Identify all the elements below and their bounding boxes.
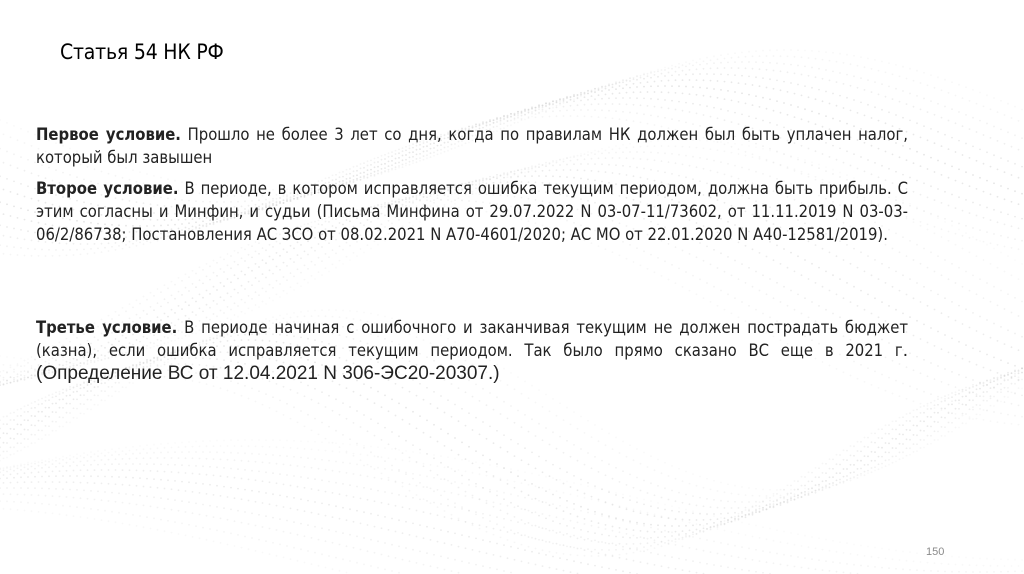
condition-1-paragraph [36,123,908,169]
condition-2-lead: Второе условие. [36,179,179,198]
condition-2-paragraph [36,177,908,246]
slide-title: Статья 54 НК РФ [60,40,224,64]
condition-3-paragraph [36,316,908,385]
condition-1-lead: Первое условие. [36,125,181,144]
condition-2-text: В периоде, в котором исправляется ошибка текущим периодом, должна быть прибыль. С этим согласны и Минфин, и судьи (Письма Минфина от 29.07.2022 N 03-07-11/73602, от 11.11.2019 N 03-03-06/2/86738; Постановления АС ЗСО от 08.02.2021 N А70-4601/2020; АС МО от 22.01.2020 N А40-12581/2019). [36,179,908,244]
condition-3-text: В периоде начиная с ошибочного и заканчивая текущим не должен пострадать бюджет (казна), если ошибка исправляется текущим периодом. Так было прямо сказано ВС еще в 2021 г [36,318,908,360]
page-number: 150 [926,546,945,558]
condition-1-text: Прошло не более 3 лет со дня, когда по правилам НК должен был быть уплачен налог, который был завышен [36,125,908,167]
condition-3-lead: Третье условие. [36,318,178,337]
court-ruling-reference: . (Определение ВС от 12.04.2021 N 306-ЭС20-20307.) [36,340,908,384]
